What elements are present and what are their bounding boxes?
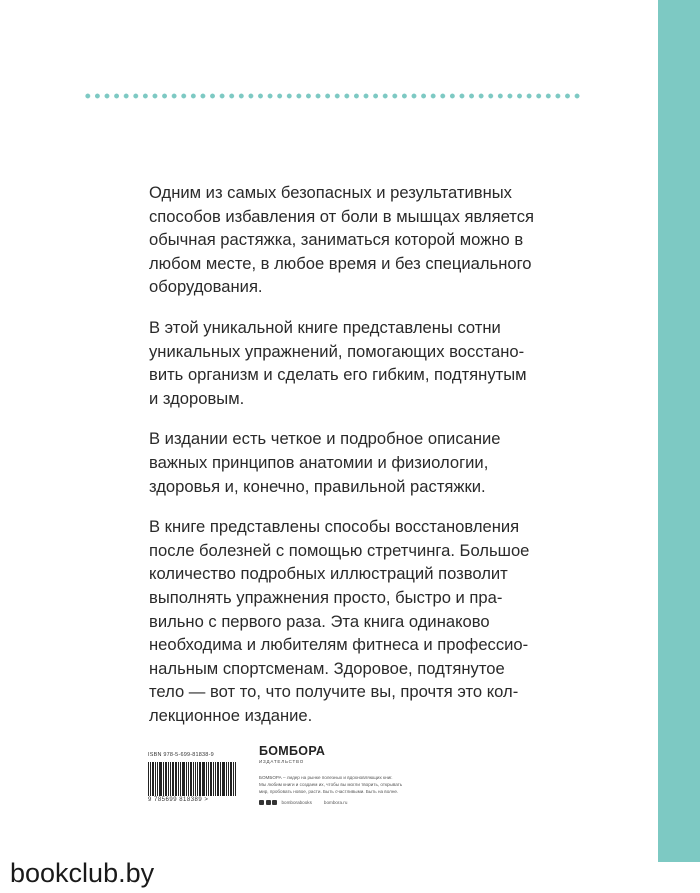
barcode-stripe [168,762,169,796]
text-line: необходима и любителям фитнеса и профессио- [149,635,529,655]
barcode-stripe [190,762,192,796]
publisher-website: bombora.ru [323,800,348,805]
text-line: важных принципов анатомии и физиологии, [149,452,489,472]
barcode-block [148,751,248,803]
barcode-stripe [148,762,149,796]
barcode-digits: 9 785699 818389 > [148,797,209,803]
text-line: Одним из самых безопасных и результативных [149,183,512,202]
barcode-icon [148,762,248,796]
watermark-footer [0,858,700,893]
barcode-stripe [193,762,194,796]
barcode-stripe [213,762,214,796]
text-line: выполнять упражнения просто, быстро и пра- [149,587,503,607]
dotted-divider [83,93,583,99]
text-line: и здоровым. [149,388,245,408]
barcode-stripe [159,762,162,796]
barcode-stripe [155,762,156,796]
barcode-stripe [215,762,216,796]
barcode-stripe [220,762,221,796]
text-line: обычная растяжка, заниматься которой можно в [149,230,524,250]
barcode-stripe [197,762,198,796]
barcode-stripe [180,762,181,796]
barcode-stripe [150,762,151,796]
barcode-stripe [228,762,229,796]
description-paragraph-4 [149,515,549,727]
barcode-stripe [178,762,179,796]
instagram-icon [266,800,271,805]
text-line: В книге представлены способы восстановления [149,517,520,537]
publisher-socials [259,800,449,805]
cover-description [149,181,549,744]
barcode-stripe [208,762,209,796]
cover-spine-band [658,0,700,893]
publisher-logo: БОМБОРА [259,744,326,758]
vk-icon [259,800,264,805]
barcode-stripe [222,762,225,796]
text-line: после болезней с помощью стретчинга. Большое [149,540,530,560]
description-paragraph-3 [149,427,549,498]
barcode-stripe [188,762,189,796]
publisher-description-line: БОМБОРА – лидер на рынке полезных и вдохновляющих книг. [259,775,393,780]
barcode-stripe [157,762,158,796]
barcode-stripe [165,762,167,796]
barcode-stripe [206,762,207,796]
barcode-stripe [210,762,212,796]
publisher-description [259,774,449,795]
barcode-stripe [163,762,164,796]
social-handle: bomborabooks [281,800,312,805]
publisher-description-line: мир, пробовать новое, расти. Быть счастливыми. Быть на волне. [259,789,399,794]
text-line: В этой уникальной книге представлены сотни [149,317,501,337]
barcode-stripe [182,762,185,796]
text-line: уникальных упражнений, помогающих восстано- [149,341,525,361]
text-line: тело — вот то, что получите вы, прочтя это кол- [149,682,519,702]
text-line: количество подробных иллюстраций позволит [149,564,508,584]
barcode-stripe [175,762,177,796]
barcode-stripe [195,762,196,796]
barcode-stripe [186,762,187,796]
description-paragraph-2 [149,316,549,410]
publisher-description-line: Мы любим книги и создаем их, чтобы вы могли творить, открывать [259,782,403,787]
text-line: вить организм и сделать его гибким, подтянутым [149,365,527,385]
facebook-icon [272,800,277,805]
text-line: способов избавления от боли в мышцах является [149,206,534,226]
barcode-stripe [230,762,232,796]
barcode-stripe [170,762,171,796]
description-paragraph-1 [149,181,549,299]
barcode-stripe [199,762,201,796]
text-line: В издании есть четкое и подробное описание [149,429,501,449]
barcode-stripe [233,762,234,796]
barcode-stripe [226,762,227,796]
barcode-stripe [172,762,174,796]
text-line: вильно с первого раза. Эта книга одинаково [149,611,490,631]
barcode-stripe [217,762,219,796]
barcode-stripe [235,762,236,796]
isbn-text: ISBN 978-5-699-81838-9 [148,752,214,758]
text-line: нальным спортсменам. Здоровое, подтянутое [149,658,505,678]
publisher-sublogo: ИЗДАТЕЛЬСТВО [259,759,305,764]
text-line: любом месте, в любое время и без специального [149,253,532,273]
text-line: лекционное издание. [149,705,313,725]
barcode-stripe [152,762,154,796]
publisher-block [259,745,449,805]
text-line: здоровья и, конечно, правильной растяжки. [149,476,486,496]
site-watermark-logo: bookclub.by [10,858,155,888]
text-line: оборудования. [149,277,263,297]
barcode-stripe [202,762,205,796]
